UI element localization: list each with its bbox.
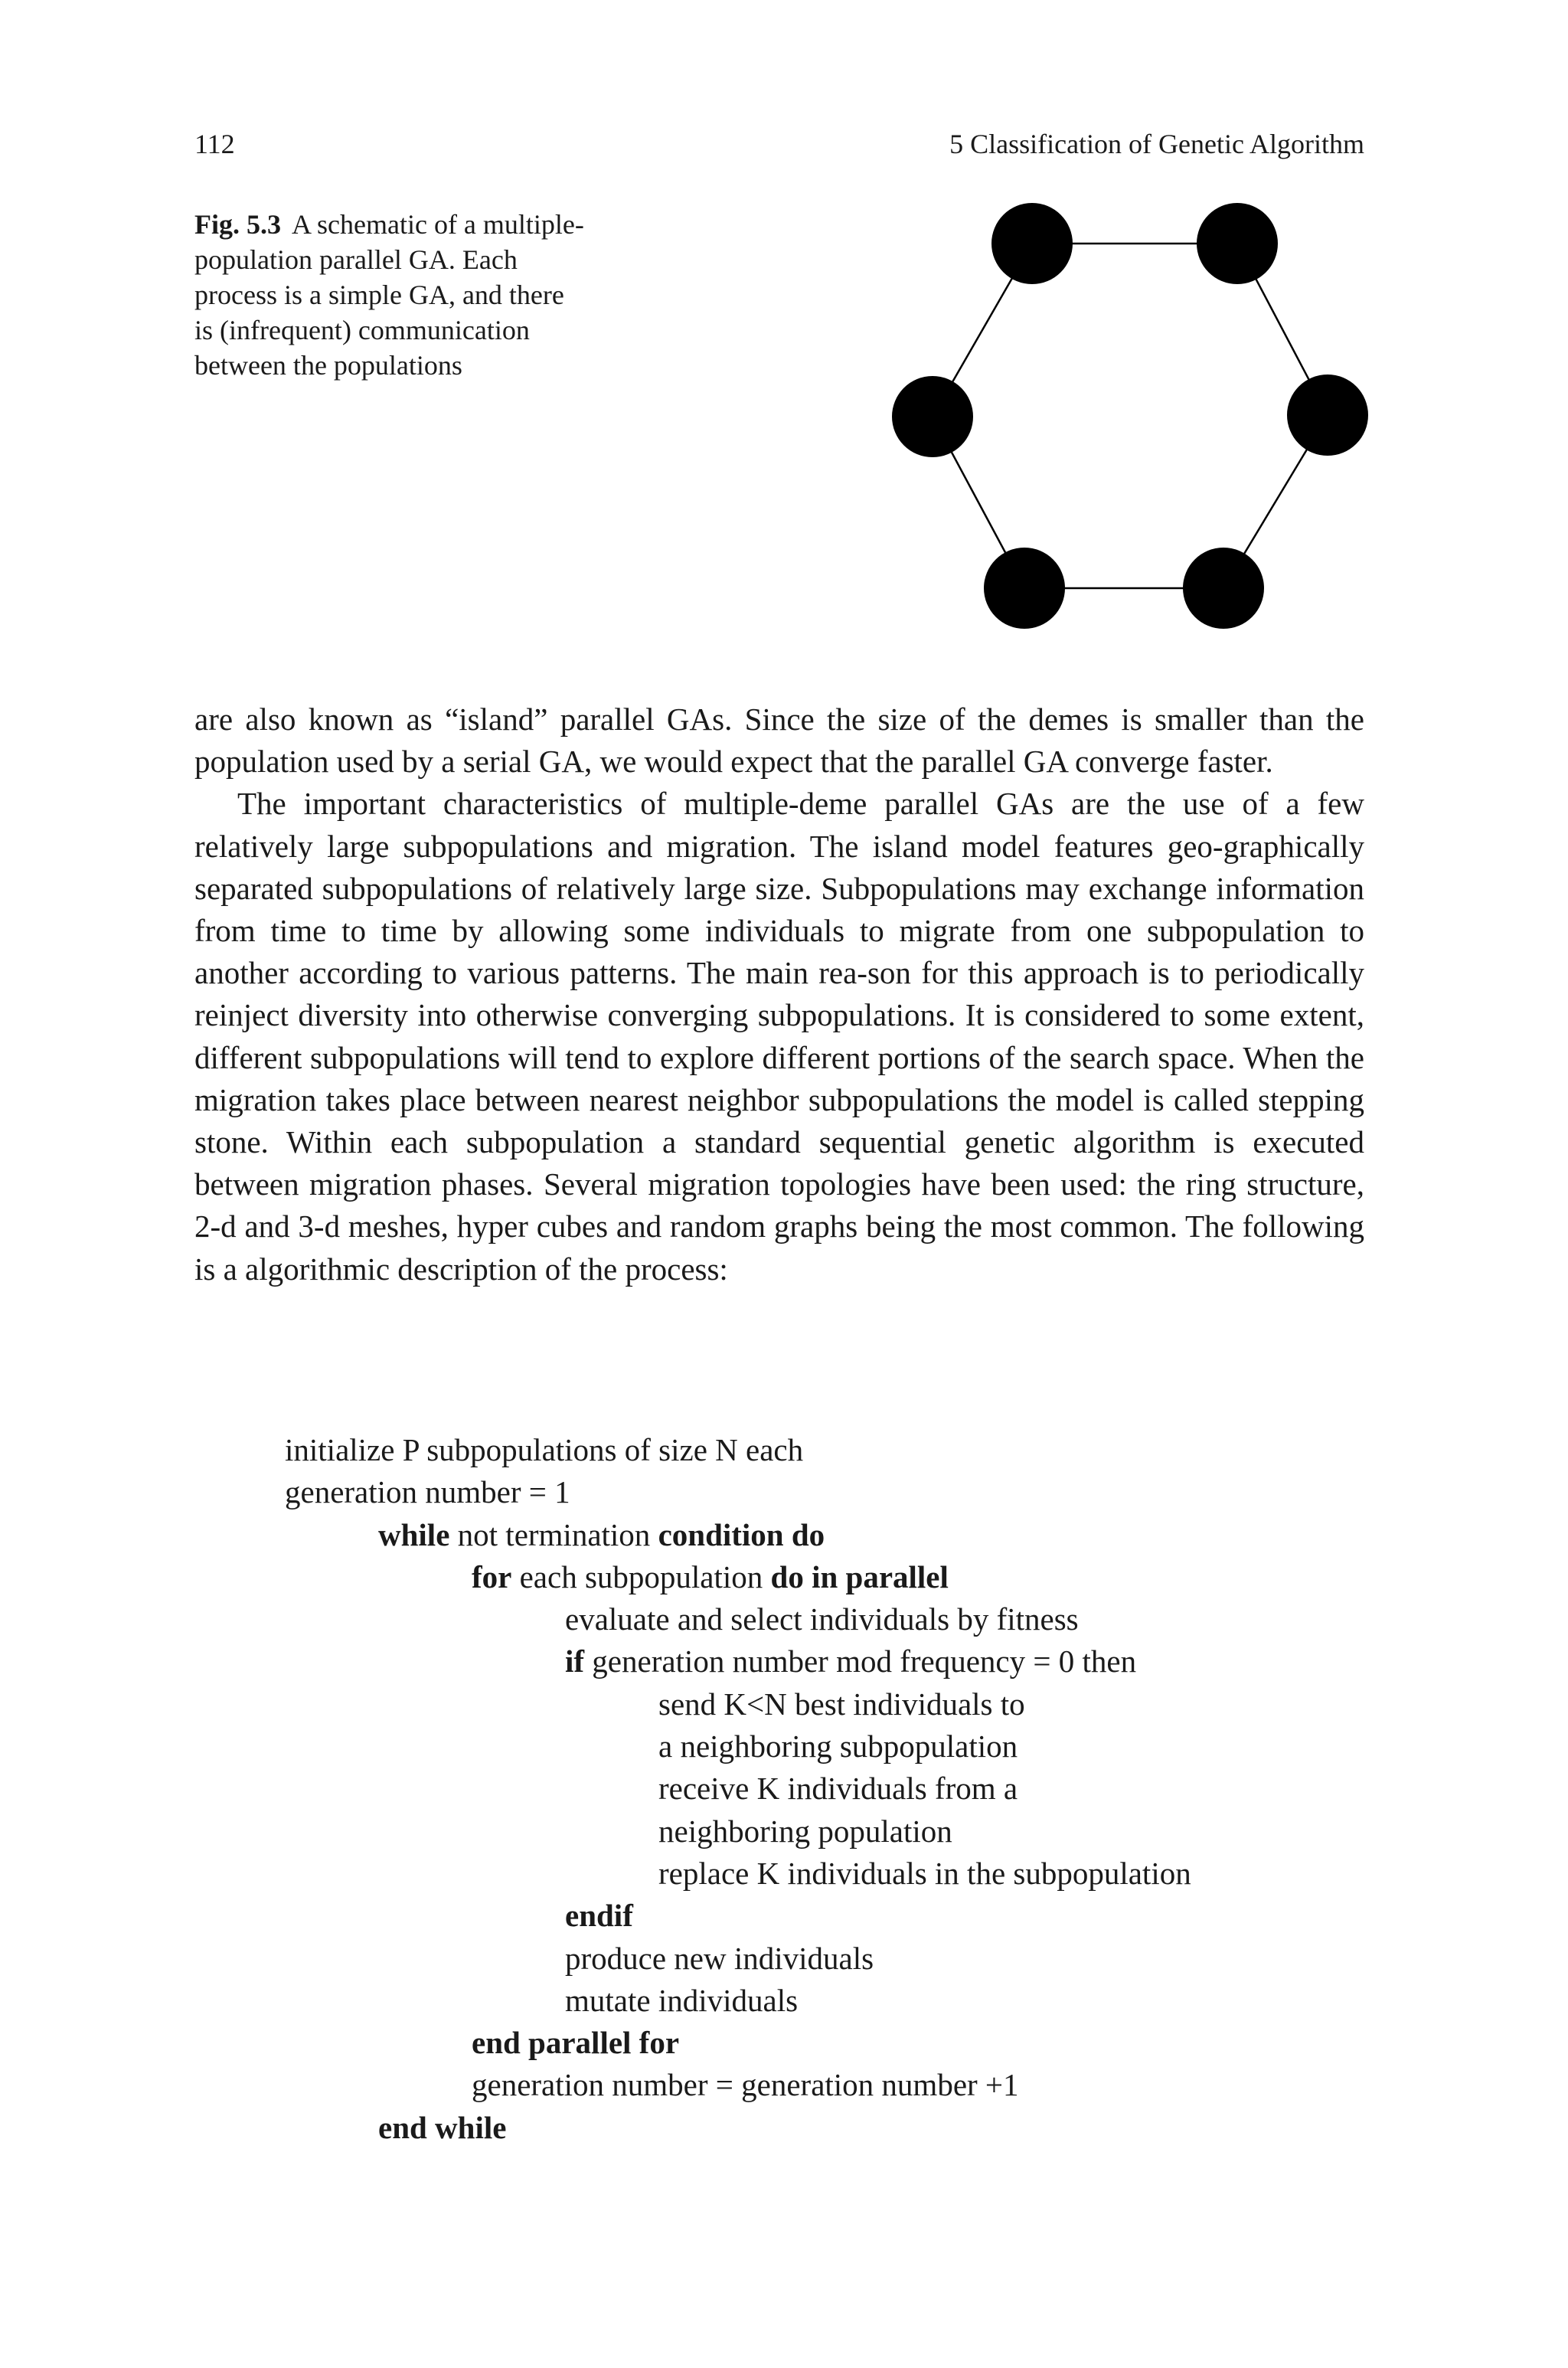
algorithm-pseudocode — [285, 1429, 1403, 2149]
algo-line: a neighboring subpopulation — [658, 1729, 1018, 1765]
keyword: condition do — [658, 1516, 825, 1552]
population-node-bottom-left — [984, 548, 1065, 629]
figure-caption — [194, 207, 585, 383]
algo-text: each subpopulation — [511, 1558, 771, 1594]
algo-line: replace K individuals in the subpopulation — [658, 1855, 1191, 1891]
population-node-left — [892, 376, 973, 457]
algo-line: send K<N best individuals to — [658, 1686, 1025, 1722]
keyword: endif — [565, 1898, 633, 1934]
keyword: end parallel for — [472, 2025, 680, 2061]
algo-line: neighboring population — [658, 1813, 952, 1849]
ring-edges — [933, 244, 1328, 588]
algo-line: receive K individuals from a — [658, 1771, 1018, 1807]
keyword: do in parallel — [770, 1558, 949, 1594]
population-node-bottom-right — [1183, 548, 1264, 629]
running-head: 5 Classification of Genetic Algorithm — [949, 129, 1364, 159]
paragraph-1: are also known as “island” parallel GAs. Since the size of the demes is smaller than the population used by a serial GA, we would expect that the parallel GA converge faster. — [194, 702, 1364, 780]
algo-line-while — [285, 1514, 1403, 1556]
algo-line-endif — [285, 1895, 1403, 1937]
algo-line: mutate individuals — [565, 1982, 799, 2018]
algo-line-end-while — [285, 2107, 1403, 2149]
keyword: end while — [378, 2109, 507, 2145]
keyword: while — [378, 1516, 450, 1552]
population-node-right — [1287, 374, 1368, 456]
keyword: if — [565, 1644, 585, 1680]
algo-line: produce new individuals — [565, 1940, 874, 1976]
algo-line: evaluate and select individuals by fitness — [565, 1601, 1079, 1637]
island-ring-diagram — [873, 191, 1409, 651]
population-node-top-right — [1197, 203, 1278, 284]
keyword: for — [472, 1558, 512, 1594]
algo-line-end-for — [285, 2022, 1403, 2064]
page-number: 112 — [194, 129, 235, 159]
algo-line: generation number = 1 — [285, 1474, 570, 1510]
algo-line-if — [285, 1640, 1403, 1683]
paragraph-2: The important characteristics of multiple-deme parallel GAs are the use of a few relatively large subpopulations and migration. The island model features geo-graphically separated subpopulations of relatively large size. Subpopulations may exchange information from time to time by allowing some individuals to migrate from one subpopulation to another according to various patterns. The main rea-son for this approach is to periodically reinject diversity into otherwise converging subpopulations. It is considered to some extent, different subpopulations will tend to explore different portions of the search space. When the migration takes place between nearest neighbor subpopulations the model is called stepping stone. Within each subpopulation a standard sequential genetic algorithm is executed between migration phases. Several migration topologies have been used: the ring structure, 2-d and 3-d meshes, hyper cubes and random graphs being the most common. The following is a algorithmic description of the process: — [194, 786, 1364, 1287]
algo-text: generation number mod frequency = 0 then — [584, 1644, 1137, 1680]
figure-caption-text: A schematic of a multiple-population parallel GA. Each process is a simple GA, and there is (infrequent) communication between the populations — [194, 209, 584, 381]
algo-text: not termination — [449, 1516, 658, 1552]
body-text — [194, 698, 1364, 1290]
algo-line: initialize P subpopulations of size N each — [285, 1432, 804, 1467]
algo-line-for — [285, 1556, 1403, 1598]
ring-nodes — [892, 203, 1368, 629]
population-node-top-left — [991, 203, 1073, 284]
figure-label: Fig. 5.3 — [194, 209, 281, 240]
algo-line: generation number = generation number +1 — [472, 2067, 1019, 2103]
